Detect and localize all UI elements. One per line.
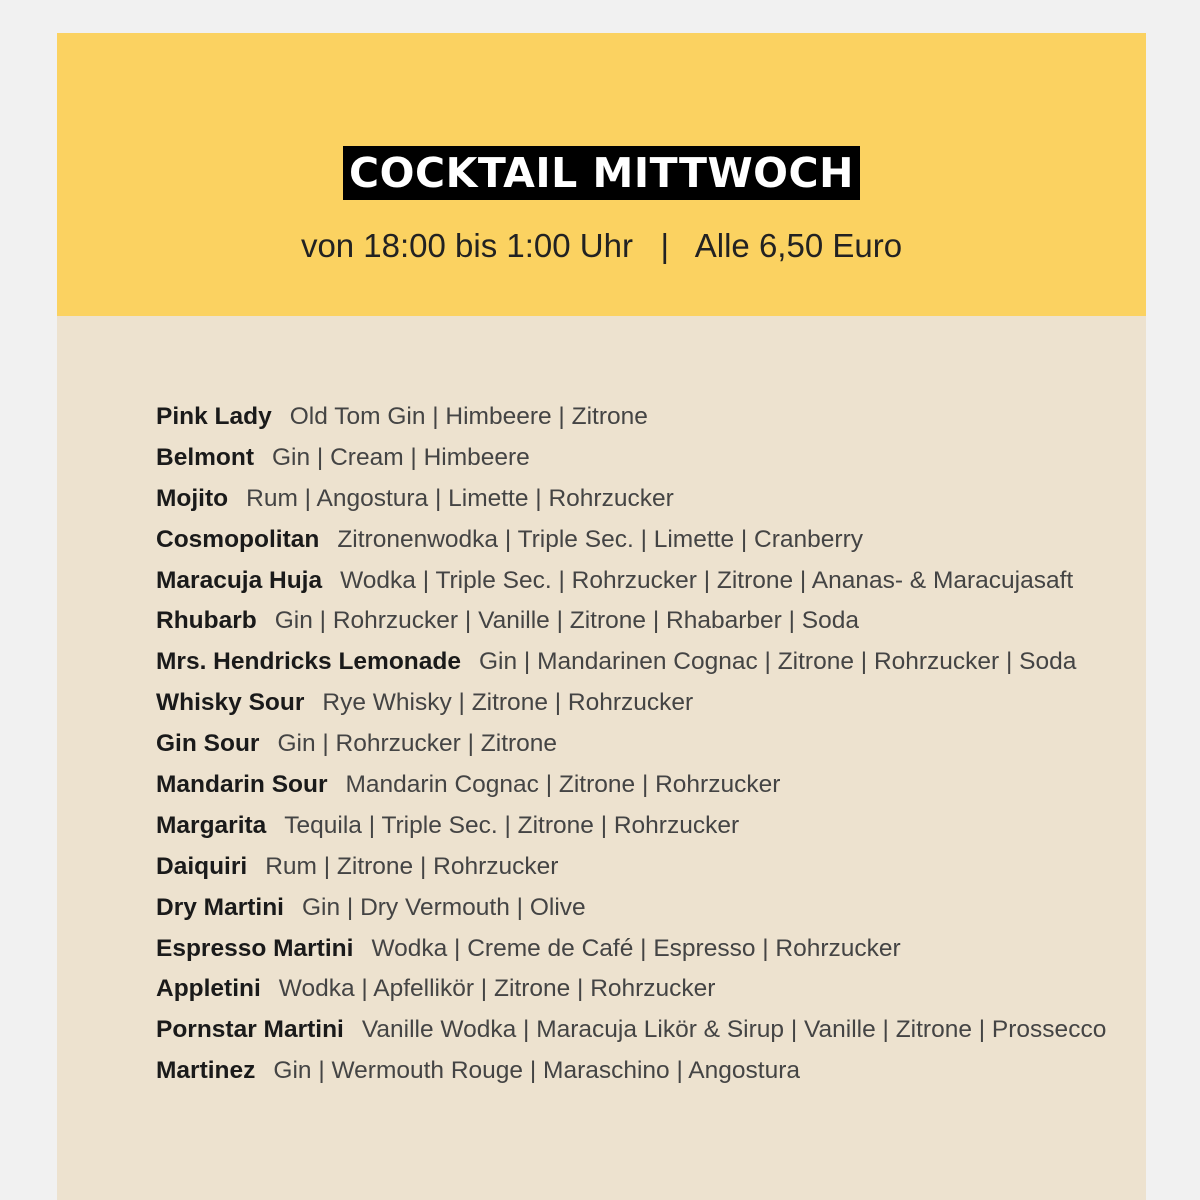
cocktail-item bbox=[156, 806, 1106, 847]
cocktail-ingredients: Gin | Mandarinen Cognac | Zitrone | Rohrzucker | Soda bbox=[478, 648, 1077, 676]
cocktail-name: Appletini bbox=[156, 975, 261, 1003]
cocktail-ingredients: Rum | Angostura | Limette | Rohrzucker bbox=[246, 484, 674, 512]
cocktail-name: Belmont bbox=[156, 443, 254, 471]
cocktail-name: Mandarin Sour bbox=[156, 771, 328, 799]
cocktail-ingredients: Gin | Rohrzucker | Zitrone bbox=[277, 730, 558, 758]
cocktail-item bbox=[156, 1051, 1106, 1092]
cocktail-name: Maracuja Huja bbox=[156, 566, 323, 594]
cocktail-ingredients: Wodka | Triple Sec. | Rohrzucker | Zitrone | Ananas- & Maracujasaft bbox=[340, 566, 1074, 594]
cocktail-name: Dry Martini bbox=[156, 893, 284, 921]
cocktail-name: Daiquiri bbox=[156, 852, 248, 880]
cocktail-ingredients: Vanille Wodka | Maracuja Likör & Sirup | Vanille | Zitrone | Prossecco bbox=[361, 1016, 1107, 1044]
cocktail-ingredients: Wodka | Apfellikör | Zitrone | Rohrzucker bbox=[278, 975, 716, 1003]
cocktail-name: Martinez bbox=[156, 1057, 256, 1085]
cocktail-ingredients: Gin | Rohrzucker | Vanille | Zitrone | Rhabarber | Soda bbox=[274, 607, 859, 635]
cocktail-name: Cosmopolitan bbox=[156, 525, 320, 553]
cocktail-item bbox=[156, 397, 1106, 438]
page-subtitle: von 18:00 bis 1:00 Uhr | Alle 6,50 Euro bbox=[300, 227, 903, 264]
cocktail-item bbox=[156, 724, 1106, 765]
cocktail-ingredients: Zitronenwodka | Triple Sec. | Limette | Cranberry bbox=[337, 525, 863, 553]
cocktail-name: Mojito bbox=[156, 484, 229, 512]
cocktail-ingredients: Rum | Zitrone | Rohrzucker bbox=[265, 852, 559, 880]
cocktail-item bbox=[156, 601, 1106, 642]
cocktail-item bbox=[156, 765, 1106, 806]
cocktail-ingredients: Old Tom Gin | Himbeere | Zitrone bbox=[289, 403, 648, 430]
cocktail-item bbox=[156, 520, 1106, 561]
cocktail-item bbox=[156, 561, 1106, 602]
cocktail-ingredients: Gin | Cream | Himbeere bbox=[272, 443, 530, 471]
cocktail-name: Mrs. Hendricks Lemonade bbox=[156, 648, 461, 676]
cocktail-name: Espresso Martini bbox=[156, 934, 354, 962]
cocktail-item bbox=[156, 929, 1106, 970]
cocktail-ingredients: Rye Whisky | Zitrone | Rohrzucker bbox=[322, 689, 694, 717]
cocktail-ingredients: Tequila | Triple Sec. | Zitrone | Rohrzucker bbox=[284, 811, 740, 839]
cocktail-item bbox=[156, 888, 1106, 929]
cocktail-item bbox=[156, 479, 1106, 520]
cocktail-list bbox=[156, 397, 1106, 1092]
cocktail-ingredients: Wodka | Creme de Café | Espresso | Rohrzucker bbox=[371, 934, 901, 962]
cocktail-ingredients: Gin | Dry Vermouth | Olive bbox=[301, 893, 586, 921]
cocktail-name: Pink Lady bbox=[156, 403, 272, 430]
cocktail-item bbox=[156, 683, 1106, 724]
cocktail-name: Rhubarb bbox=[156, 607, 257, 635]
cocktail-name: Gin Sour bbox=[156, 730, 260, 758]
title-wrapper bbox=[57, 146, 1146, 200]
cocktail-item bbox=[156, 1010, 1106, 1051]
cocktail-item bbox=[156, 969, 1106, 1010]
cocktail-item bbox=[156, 642, 1106, 683]
page-title: COCKTAIL MITTWOCH bbox=[343, 146, 860, 200]
cocktail-item bbox=[156, 438, 1106, 479]
cocktail-ingredients: Gin | Wermouth Rouge | Maraschino | Angostura bbox=[273, 1057, 800, 1085]
cocktail-name: Margarita bbox=[156, 811, 267, 839]
cocktail-name: Whisky Sour bbox=[156, 689, 305, 717]
menu-header bbox=[57, 33, 1146, 316]
cocktail-ingredients: Mandarin Cognac | Zitrone | Rohrzucker bbox=[345, 771, 781, 799]
menu-card bbox=[57, 33, 1146, 1200]
cocktail-name: Pornstar Martini bbox=[156, 1016, 344, 1044]
cocktail-item bbox=[156, 847, 1106, 888]
